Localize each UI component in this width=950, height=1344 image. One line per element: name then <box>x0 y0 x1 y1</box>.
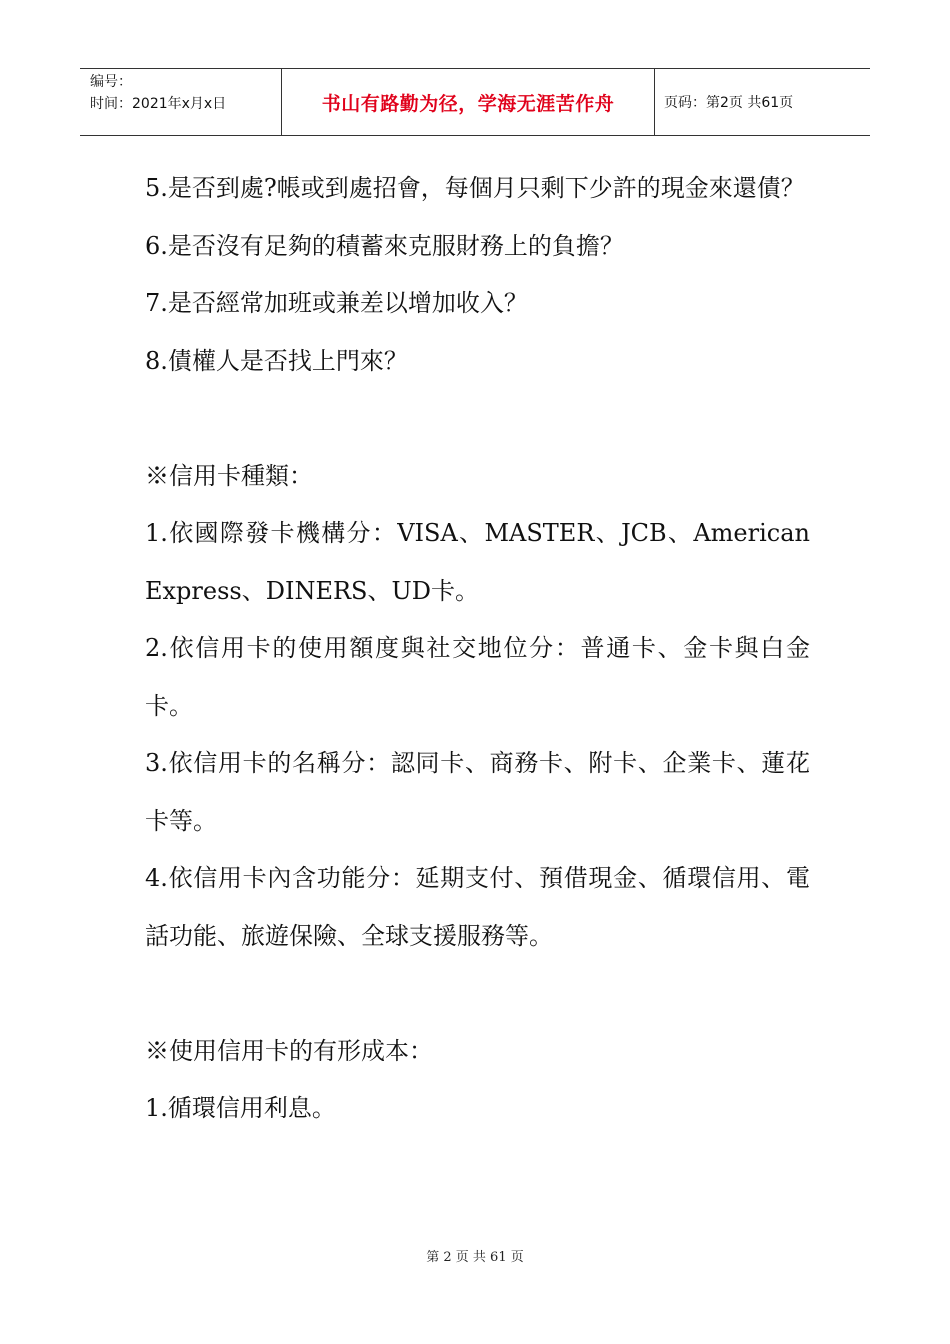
document-number-label: 编号： <box>90 74 132 90</box>
document-date: 时间：2021年x月x日 <box>90 96 227 112</box>
header-motto: 书山有路勤为径，学海无涯苦作舟 <box>282 69 655 135</box>
section-heading: ※使用信用卡的有形成本： <box>145 1036 433 1065</box>
page-header <box>80 68 870 136</box>
blank-line <box>145 390 810 448</box>
paragraph: 1.循環信用利息。 <box>145 1094 336 1122</box>
blank-line <box>145 965 810 1023</box>
header-page-info: 页码：第2页 共61页 <box>664 95 794 111</box>
paragraph: 8.債權人是否找上門來？ <box>145 346 408 375</box>
header-meta <box>80 69 282 135</box>
page-footer: 第 2 页 共 61 页 <box>426 1250 524 1265</box>
paragraph: 4.依信用卡內含功能分：延期支付、預借現金、循環信用、電話功能、旅遊保險、全球支援服務等。 <box>145 864 810 950</box>
paragraph: 6.是否沒有足夠的積蓄來克服財務上的負擔？ <box>145 231 624 260</box>
paragraph: 5.是否到處?帳或到處招會，每個月只剩下少許的現金來還債？ <box>145 174 805 202</box>
section-heading: ※信用卡種類： <box>145 461 313 490</box>
paragraph: 3.依信用卡的名稱分：認同卡、商務卡、附卡、企業卡、蓮花卡等。 <box>145 749 810 835</box>
paragraph: 7.是否經常加班或兼差以增加收入？ <box>145 289 528 317</box>
paragraph: 1.依國際發卡機構分：VISA、MASTER、JCB、American Express、DINERS、UD卡。 <box>145 519 810 605</box>
document-body <box>145 160 810 1138</box>
paragraph: 2.依信用卡的使用額度與社交地位分：普通卡、金卡與白金卡。 <box>145 634 810 720</box>
